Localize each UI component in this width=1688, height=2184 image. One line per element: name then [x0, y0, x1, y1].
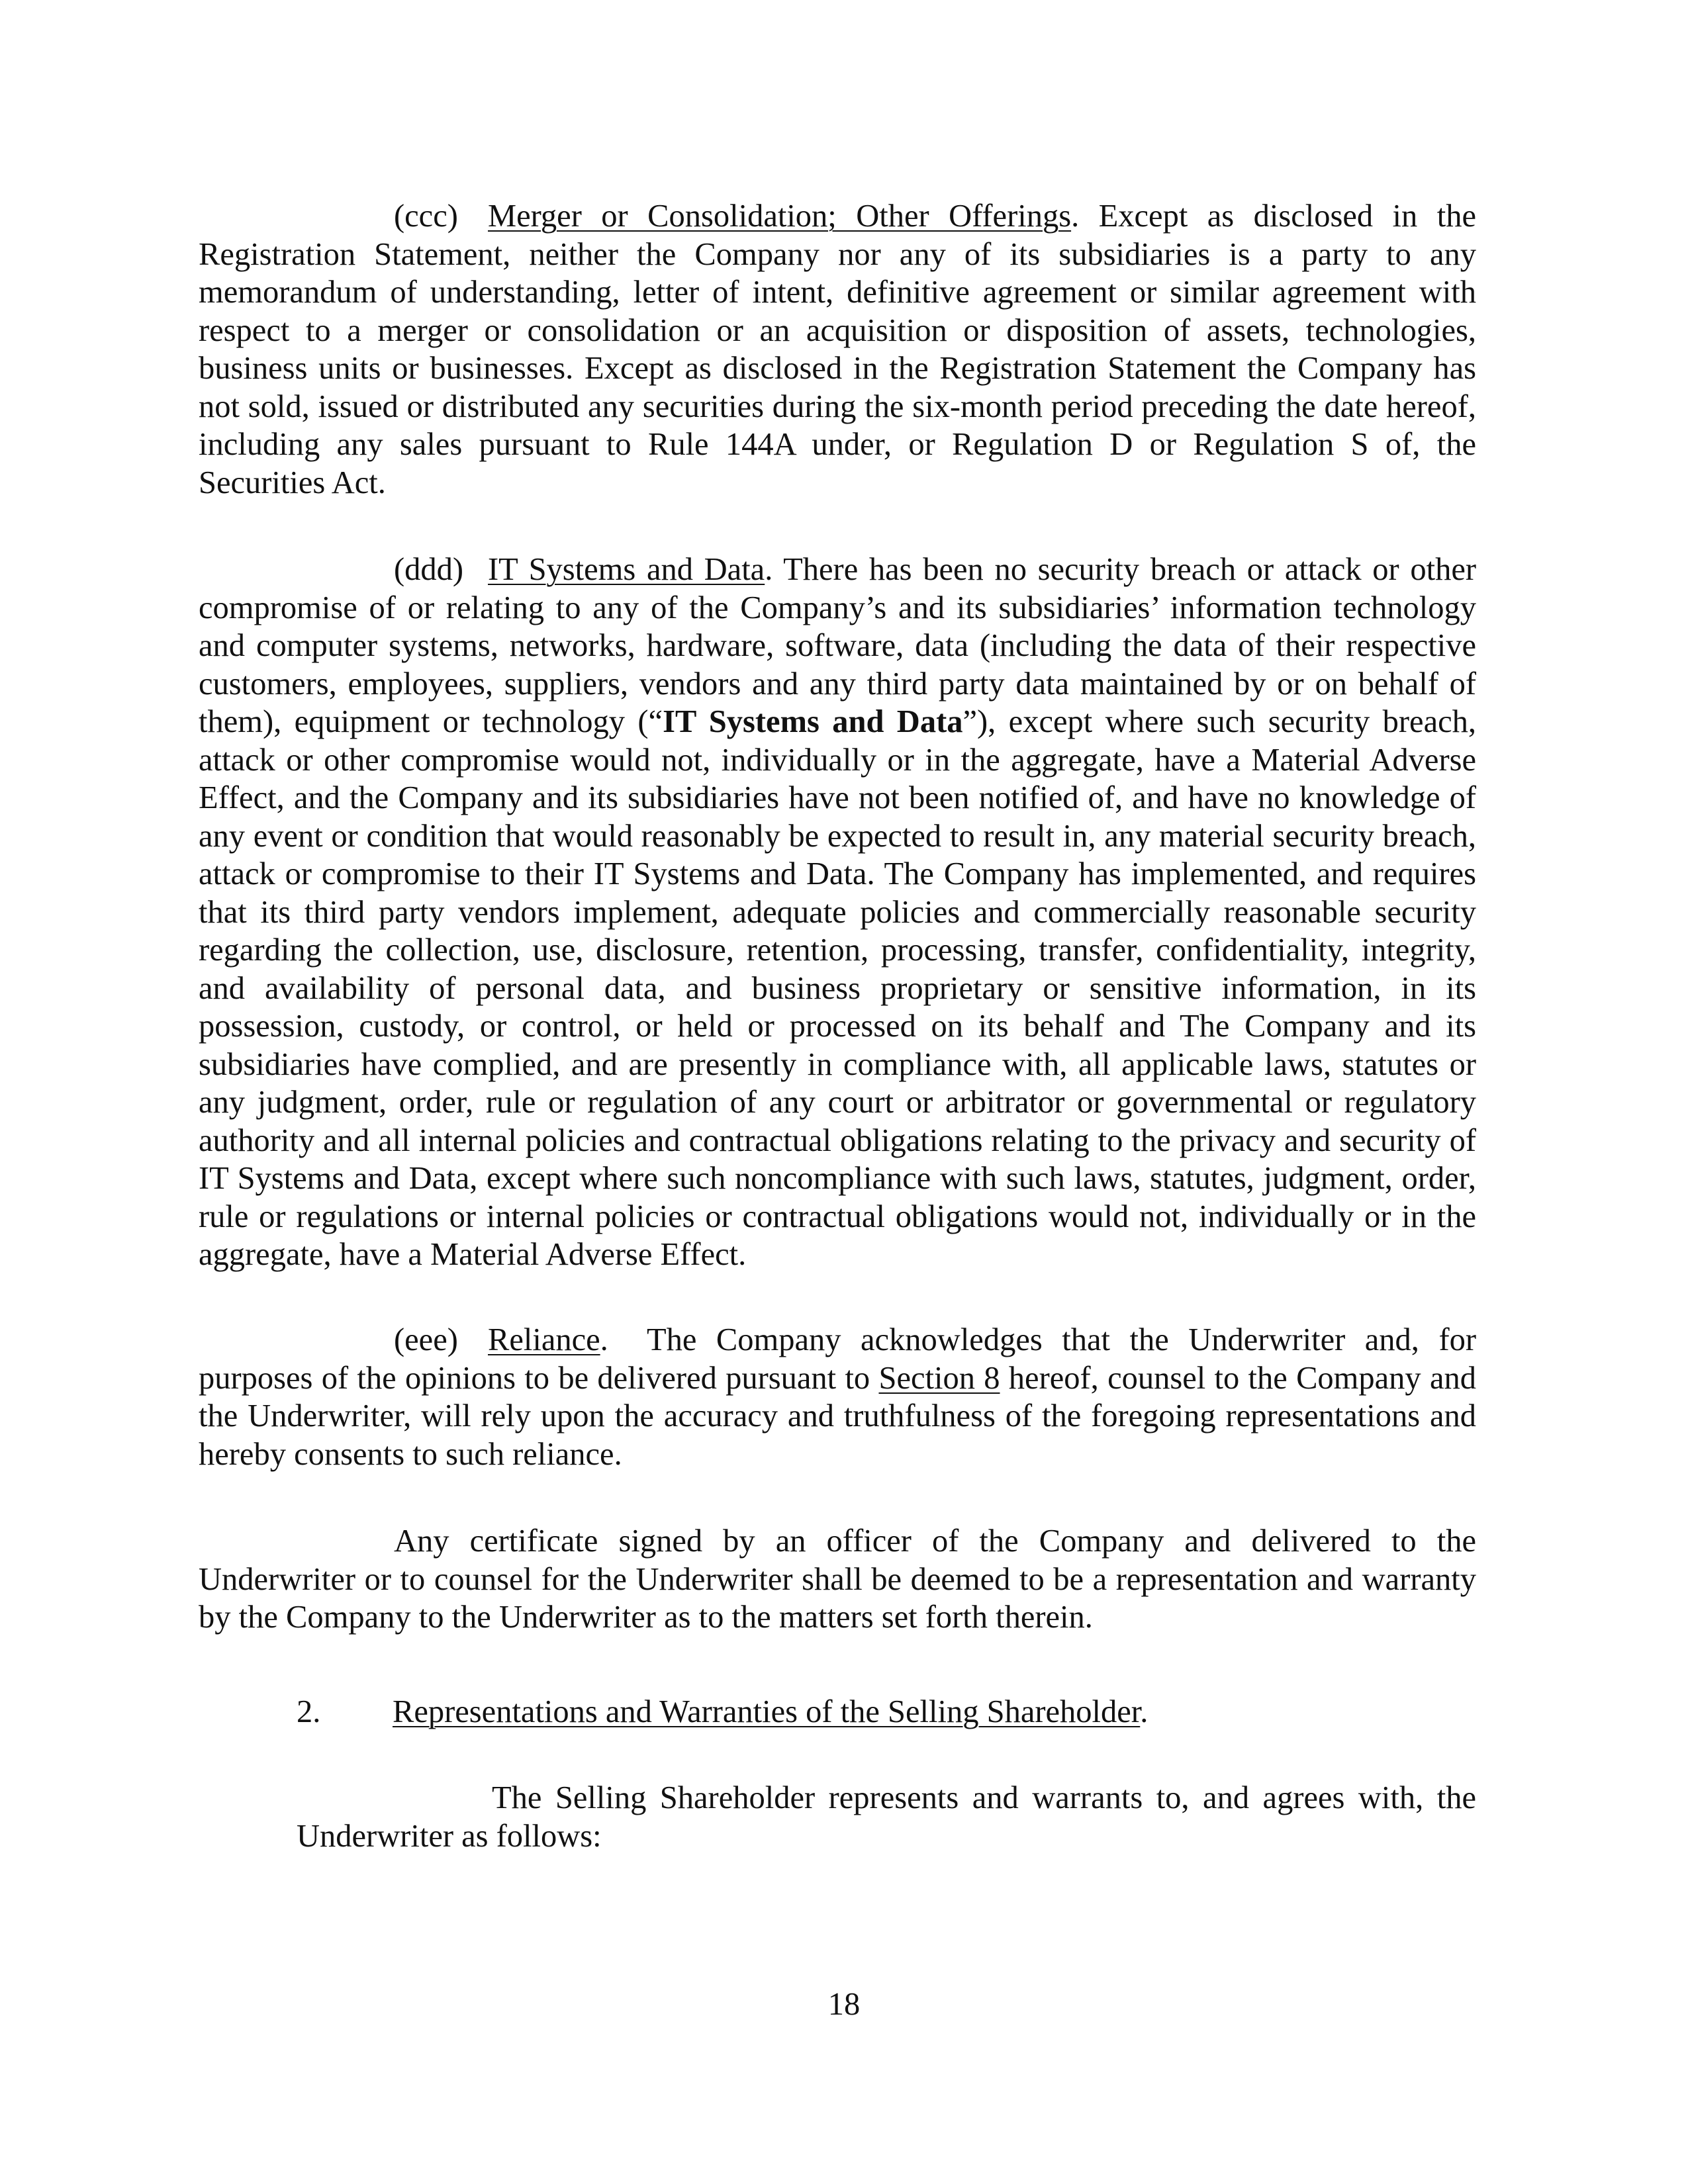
section-body-part-1: The Company acknowledges that the Underwriter and, for purposes of the opinions to be delivered pursuant to: [199, 1322, 1485, 1396]
section-label: (eee): [394, 1322, 458, 1357]
section-heading-title: Representations and Warranties of the Selling Shareholder: [393, 1694, 1141, 1729]
section-title: IT Systems and Data: [488, 552, 765, 587]
section-heading-period: .: [1140, 1694, 1149, 1729]
defined-term: IT Systems and Data: [663, 704, 963, 739]
section-eee-paragraph: [199, 1321, 1485, 1473]
selling-shareholder-body: The Selling Shareholder represents and warrants to, and agrees with, the Underwriter as follows:: [297, 1780, 1476, 1854]
section-label: (ddd): [394, 552, 464, 587]
page-number: 18: [827, 1987, 861, 2022]
section-title-period: .: [1071, 199, 1080, 234]
section-title-period: .: [600, 1322, 608, 1357]
section-body-part-1: There has been no security breach or attack or other compromise of or relating to any of the Company’s and its subsidiaries’ information technology and computer systems, networks, hardware, software, data (including the data of their respective customers, employees, suppliers, vendors and any third party data maintained by or on behalf of them), equipment or technology (“: [199, 552, 1476, 739]
section-number: 2.: [297, 1694, 321, 1729]
certificate-body: Any certificate signed by an officer of the Company and delivered to the Underwriter or to counsel for the Underwriter shall be deemed to be a representation and warranty by the Company to the Underwriter as to the matters set forth therein.: [199, 1524, 1476, 1635]
section-ddd-paragraph: [199, 551, 1476, 1274]
section-ccc-paragraph: [199, 197, 1476, 502]
section-body-part-2: ”), except where such security breach, attack or other compromise would not, individually or in the aggregate, have a Material Adverse Effect, and the Company and its subsidiaries have not been notified of, and have no knowledge of any event or condition that would reasonably be expected to result in, any material security breach, attack or compromise to their IT Systems and Data. The Company has implemented, and requires that its third party vendors implement, adequate policies and commercially reasonable security regarding the collection, use, disclosure, retention, processing, transfer, confidentiality, integrity, and availability of personal data, and business proprietary or sensitive information, in its possession, custody, or control, or held or processed on its behalf and The Company and its subsidiaries have complied, and are presently in compliance with, all applicable laws, statutes or any judgment, order, rule or regulation of any court or arbitrator or governmental or regulatory authority and all internal policies and contractual obligations relating to the privacy and security of IT Systems and Data, except where such noncompliance with such laws, statutes, judgment, order, rule or regulations or internal policies or contractual obligations would not, individually or in the aggregate, have a Material Adverse Effect.: [199, 704, 1476, 1272]
section-label: (ccc): [394, 199, 458, 234]
section-body: Except as disclosed in the Registration Statement, neither the Company nor any of its subsidiaries is a party to any memorandum of understanding, letter of intent, definitive agreement or similar agreement with respect to a merger or consolidation or an acquisition or disposition of assets, technologies, business units or businesses. Except as disclosed in the Registration Statement the Company has not sold, issued or distributed any securities during the six-month period preceding the date hereof, including any sales pursuant to Rule 144A under, or Regulation D or Regulation S of, the Securities Act.: [199, 199, 1476, 500]
certificate-paragraph: [199, 1522, 1476, 1637]
section-8-reference: Section 8: [878, 1360, 1000, 1396]
section-title: Merger or Consolidation; Other Offerings: [488, 199, 1072, 234]
section-2-heading: [297, 1693, 1148, 1731]
section-body-part-2: hereof, counsel to the Company and the Underwriter, will rely upon the accuracy and truthfulness of the foregoing representations and hereby consents to such reliance.: [199, 1360, 1476, 1472]
selling-shareholder-paragraph: [297, 1779, 1476, 1855]
section-title: Reliance: [488, 1322, 600, 1357]
section-title-period: .: [765, 552, 773, 587]
